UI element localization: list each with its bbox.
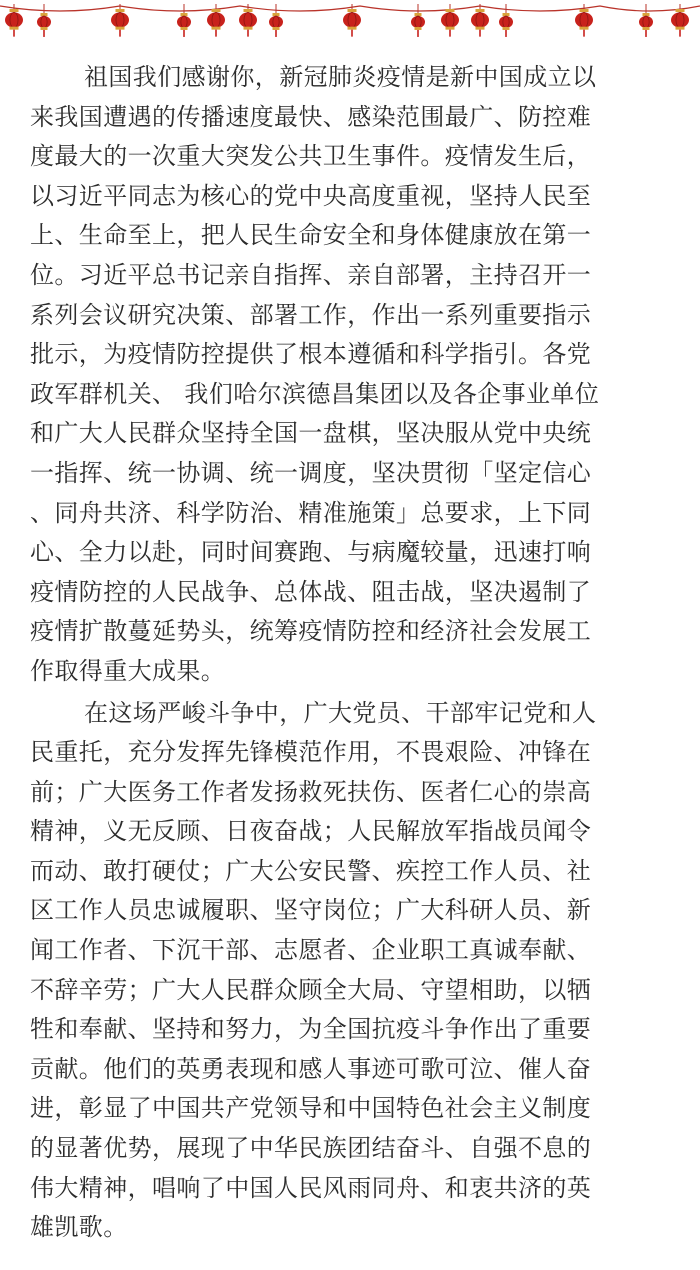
lantern-icon xyxy=(471,4,489,37)
paragraph-line: 系列会议研究决策、部署工作，作出一系列重要指示 xyxy=(30,300,592,329)
paragraph-line: 以习近平同志为核心的党中央高度重视，坚持人民至 xyxy=(30,181,592,210)
paragraph-line: 作取得重大成果。 xyxy=(30,656,226,685)
paragraph-line: 疫情防控的人民战争、总体战、阻击战，坚决遏制了 xyxy=(30,577,592,606)
paragraph-line: 进，彰显了中国共产党领导和中国特色社会主义制度 xyxy=(30,1094,592,1123)
paragraph-line: 批示，为疫情防控提供了根本遵循和科学指引。各党 xyxy=(30,340,592,369)
red-lantern-garland-icon xyxy=(0,4,700,37)
paragraph-line: 贡献。他们的英勇表现和感人事迹可歌可泣、催人奋 xyxy=(30,1054,592,1083)
paragraph-line: 来我国遭遇的传播速度最快、感染范围最广、防控难 xyxy=(30,102,592,131)
paragraph-2 xyxy=(30,694,670,1248)
lantern-banner xyxy=(0,0,700,44)
paragraph-line: 度最大的一次重大突发公共卫生事件。疫情发生后， xyxy=(30,142,592,171)
paragraph-line: 前；广大医务工作者发扬救死扶伤、医者仁心的崇高 xyxy=(30,777,592,806)
paragraph-line: 祖国我们感谢你，新冠肺炎疫情是新中国成立以 xyxy=(84,63,597,91)
paragraph-line: 不辞辛劳；广大人民群众顾全大局、守望相助，以牺 xyxy=(30,975,592,1004)
paragraph-line: 牲和奉献、坚持和努力，为全国抗疫斗争作出了重要 xyxy=(30,1015,592,1044)
paragraph-1 xyxy=(30,58,670,692)
paragraph-line: 一指挥、统一协调、统一调度，坚决贯彻「坚定信心 xyxy=(30,458,592,487)
paragraph-line: 疫情扩散蔓延势头，统筹疫情防控和经济社会发展工 xyxy=(30,617,592,646)
article-body xyxy=(30,58,670,1248)
paragraph-line: 位。习近平总书记亲自指挥、亲自部署，主持召开一 xyxy=(30,260,592,289)
paragraph-line: 而动、敢打硬仗；广大公安民警、疾控工作人员、社 xyxy=(30,856,592,885)
paragraph-line: 、同舟共济、科学防治、精准施策」总要求，上下同 xyxy=(30,498,592,527)
paragraph-line: 区工作人员忠诚履职、坚守岗位；广大科研人员、新 xyxy=(30,896,592,925)
lantern-icon xyxy=(111,4,129,37)
lantern-icon xyxy=(37,4,51,37)
paragraph-line: 政军群机关、 我们哈尔滨德昌集团以及各企事业单位 xyxy=(30,379,600,408)
lantern-icon xyxy=(411,4,425,37)
paragraph-line: 在这场严峻斗争中，广大党员、干部牢记党和人 xyxy=(84,698,597,727)
lantern-icon xyxy=(343,4,361,37)
lantern-icon xyxy=(639,4,653,37)
paragraph-line: 民重托，充分发挥先锋模范作用，不畏艰险、冲锋在 xyxy=(30,738,592,767)
paragraph-line: 雄凯歌。 xyxy=(30,1213,128,1242)
paragraph-line: 精神，义无反顾、日夜奋战；人民解放军指战员闻令 xyxy=(30,817,592,846)
lantern-icon xyxy=(239,4,257,37)
lantern-icon xyxy=(177,4,191,37)
paragraph-line: 上、生命至上，把人民生命安全和身体健康放在第一 xyxy=(30,221,592,250)
paragraph-line: 伟大精神，唱响了中国人民风雨同舟、和衷共济的英 xyxy=(30,1173,592,1202)
paragraph-line: 的显著优势，展现了中华民族团结奋斗、自强不息的 xyxy=(30,1134,592,1163)
paragraph-line: 和广大人民群众坚持全国一盘棋，坚决服从党中央统 xyxy=(30,419,592,448)
lantern-icon xyxy=(269,4,283,37)
paragraph-line: 心、全力以赴，同时间赛跑、与病魔较量，迅速打响 xyxy=(30,538,592,567)
paragraph-line: 闻工作者、下沉干部、志愿者、企业职工真诚奉献、 xyxy=(30,936,592,965)
